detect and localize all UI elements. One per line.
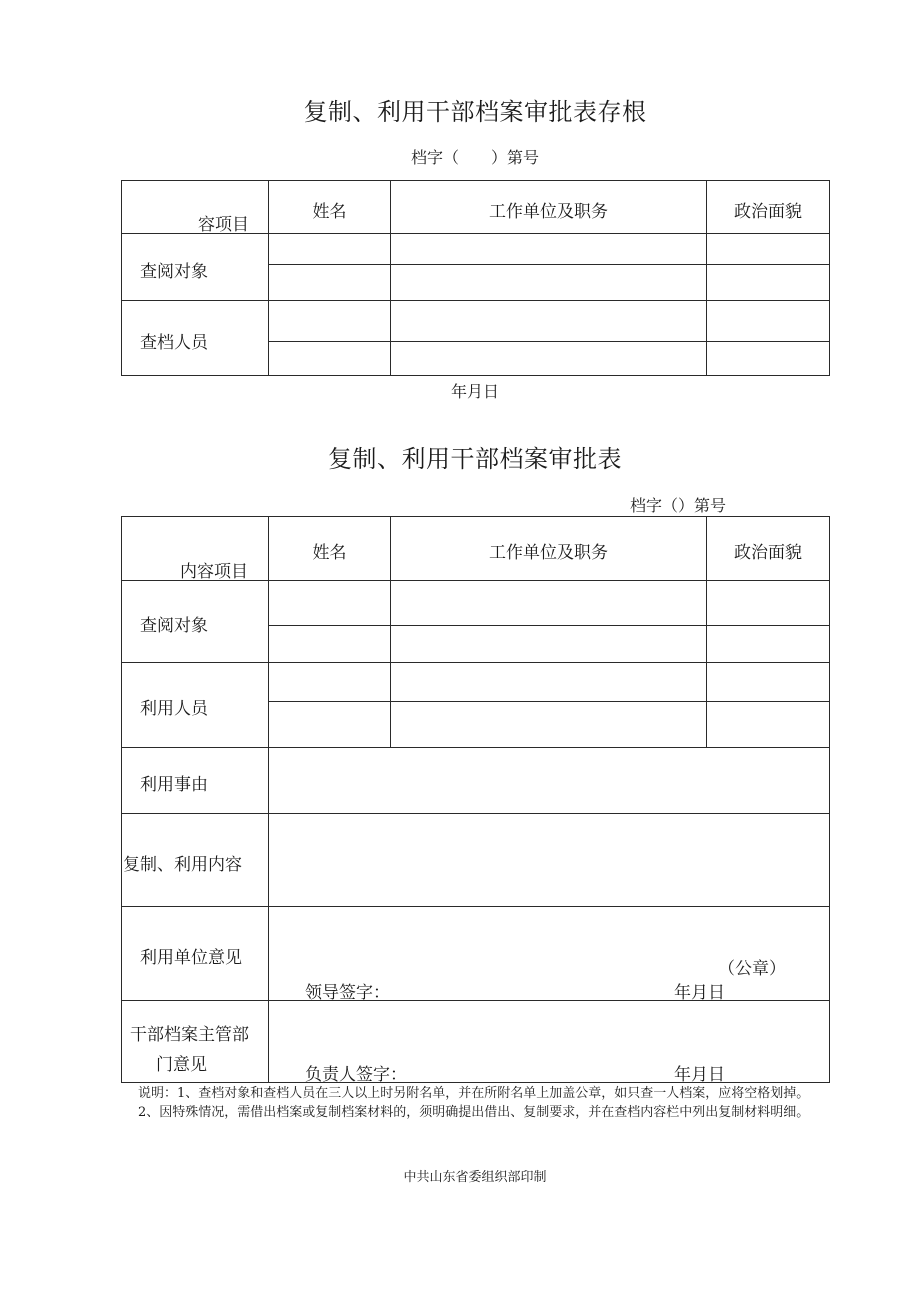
form-header-politics: 政治面貌 [734,543,802,563]
stub-corner-label: 容项目 [198,215,249,235]
note-2: 2、因特殊情况，需借出档案或复制档案材料的，须明确提出借出、复制要求，并在查档内容栏中列出复制材料明细。 [138,1105,810,1120]
stub-header-unit: 工作单位及职务 [489,202,608,222]
form-row-reason: 利用事由 [140,775,208,795]
form-row-subject: 查阅对象 [140,616,208,636]
owner-sign-label: 负责人签字： [305,1065,407,1085]
unit-opinion-date: 年月日 [674,983,725,1003]
stub-row-subject: 查阅对象 [140,262,208,282]
form-row-unit-opinion: 利用单位意见 [140,948,242,968]
stub-title: 复制、利用干部档案审批表存根 [303,98,647,126]
form-row-staff: 利用人员 [140,699,208,719]
form-row-dept-opinion-1: 干部档案主管部 [130,1025,249,1045]
stub-header-name: 姓名 [312,202,347,222]
stub-doc-number: 档字（ ）第号 [410,148,539,167]
dept-opinion-date: 年月日 [674,1065,725,1085]
form-corner-label: 内容项目 [180,562,248,582]
notes [138,1085,838,1121]
form-header-name: 姓名 [312,543,347,563]
seal-placeholder: （公章） [718,959,786,979]
stub-date: 年月日 [450,382,499,401]
form-title: 复制、利用干部档案审批表 [328,445,622,473]
stub-row-staff: 查档人员 [140,333,208,353]
leader-sign-label: 领导签字： [305,983,390,1003]
form-row-content: 复制、利用内容 [123,855,242,875]
form-row-dept-opinion-2: 门意见 [156,1055,207,1075]
form-header-unit: 工作单位及职务 [489,543,608,563]
note-1: 说明：1、查档对象和查档人员在三人以上时另附名单，并在所附名单上加盖公章，如只查一人档案，应将空格划掉。 [138,1086,810,1101]
form-doc-number: 档字（）第号 [630,496,727,515]
stub-header-politics: 政治面貌 [734,202,802,222]
footer-printer: 中共山东省委组织部印制 [403,1170,547,1185]
